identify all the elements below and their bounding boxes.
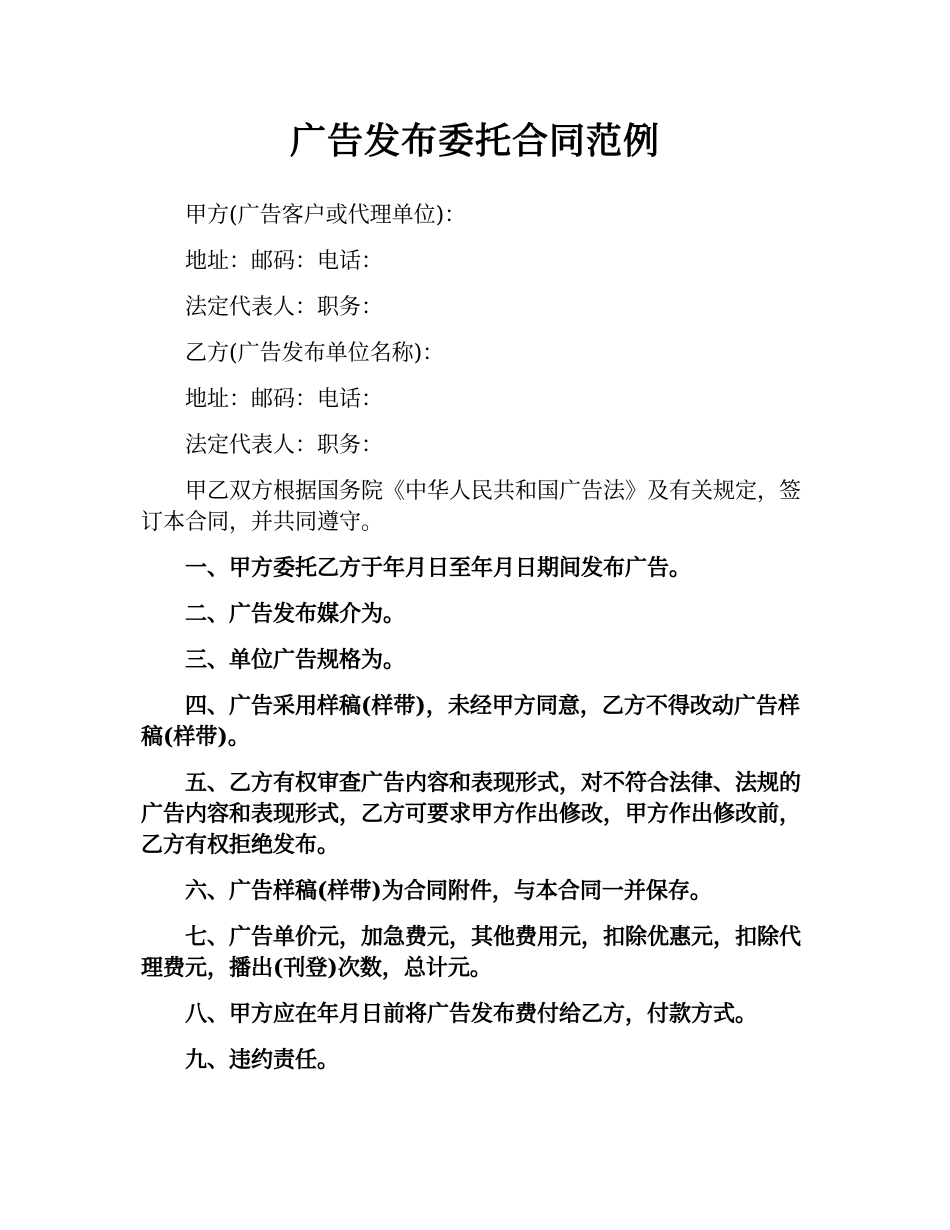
document-title: 广告发布委托合同范例 [289,121,660,162]
clause-4: 四、广告采用样稿(样带)，未经甲方同意，乙方不得改动广告样稿(样带)。 [141,693,800,750]
clause-9: 九、违约责任。 [185,1047,340,1073]
clause-8: 八、甲方应在年月日前将广告发布费付给乙方，付款方式。 [185,1001,758,1027]
clause-6: 六、广告样稿(样带)为合同附件，与本合同一并保存。 [185,878,712,904]
paragraph-party-b: 乙方(广告发布单位名称)： [185,341,445,366]
paragraph-party-b-representative: 法定代表人：职务： [185,433,384,458]
clause-5: 五、乙方有权审查广告内容和表现形式，对不符合法律、法规的广告内容和表现形式，乙方可要求甲方作出修改，甲方作出修改前，乙方有权拒绝发布。 [141,770,802,858]
paragraph-party-a: 甲方(广告客户或代理单位)： [185,203,467,228]
clause-7: 七、广告单价元，加急费元，其他费用元，扣除优惠元，扣除代理费元，播出(刊登)次数，总计元。 [141,924,802,981]
clause-2: 二、广告发布媒介为。 [185,601,406,627]
paragraph-preamble: 甲乙双方根据国务院《中华人民共和国广告法》及有关规定，签订本合同，并共同遵守。 [141,479,802,535]
paragraph-party-a-address: 地址：邮码：电话： [185,249,384,274]
clause-1: 一、甲方委托乙方于年月日至年月日期间发布广告。 [185,555,692,581]
document-body [141,200,809,1091]
paragraph-party-b-address: 地址：邮码：电话： [185,387,384,412]
paragraph-party-a-representative: 法定代表人：职务： [185,295,384,320]
clause-3: 三、单位广告规格为。 [185,647,406,673]
